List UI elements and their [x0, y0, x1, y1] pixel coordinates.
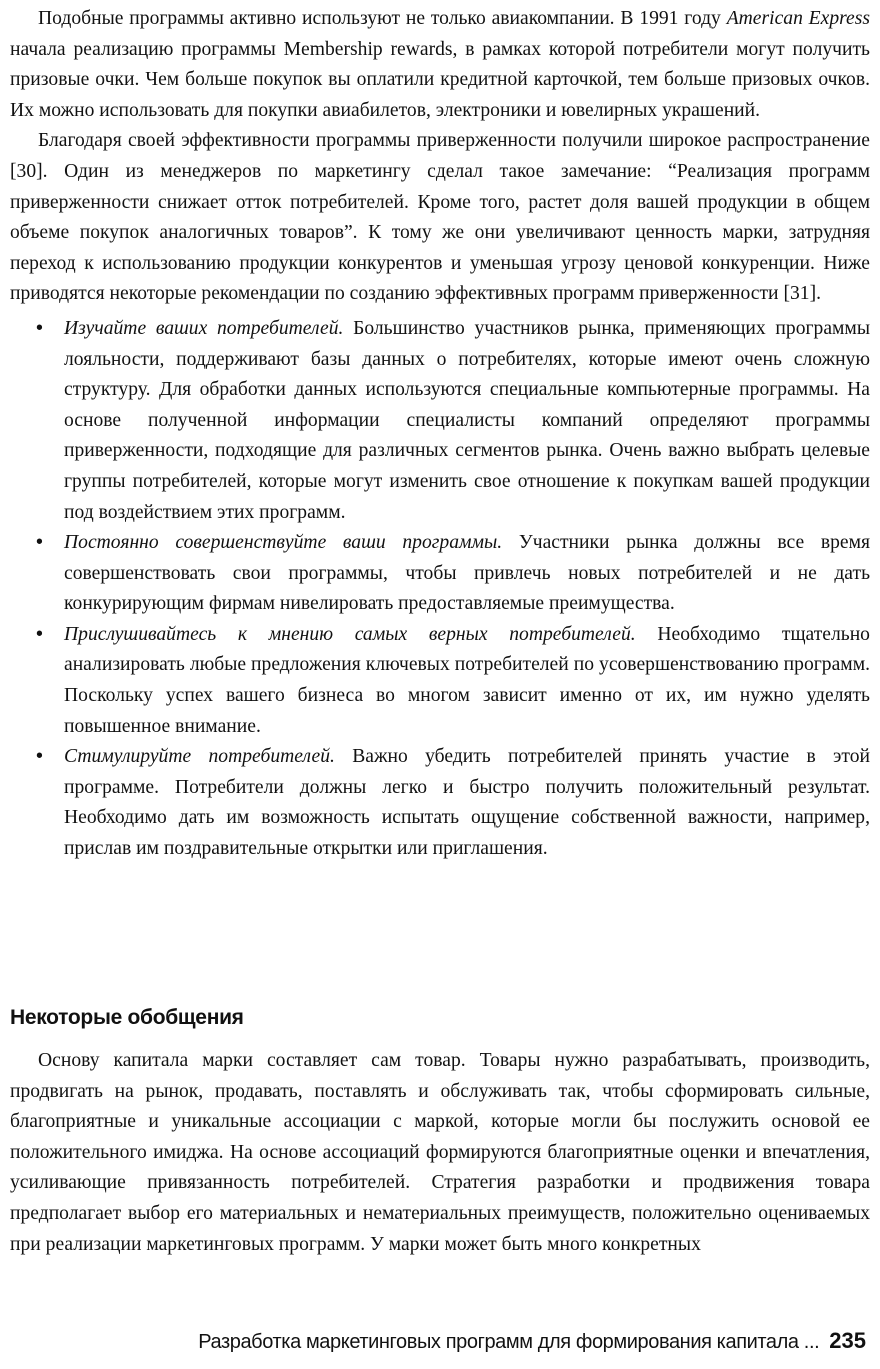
bullet-icon: • [36, 532, 43, 554]
list-item-lead: Изучайте ваших потребителей. [64, 317, 344, 339]
summary-text-block [10, 1046, 870, 1260]
page-footer [0, 1328, 866, 1354]
paragraph-american-express [10, 4, 870, 126]
bullet-icon: • [36, 746, 43, 768]
list-item-text: Большинство участников рынка, применяющих программы лояльности, поддерживают базы данных о потребителях, которые имеют очень сложную структуру. Для обработки данных используются специальные компьютерные программы. На основе полученной информации специалисты компаний определяют программы приверженности, подходящие для различных сегментов рынка. Очень важно выбрать целевые группы потребителей, которые могут изменить свое отношение к покупкам вашей продукции под воздействием этих программ. [64, 317, 870, 523]
main-text-block [10, 4, 870, 865]
bullet-icon: • [36, 623, 43, 645]
list-item [10, 528, 870, 620]
paragraph-text: начала реализацию программы Membership rewards, в рамках которой потребители могут получить призовые очки. Чем больше покупок вы оплатили кредитной карточкой, тем больше призовых очков. Их можно использовать для покупки авиабилетов, электроники и ювелирных украшений. [10, 38, 870, 121]
list-item-text: Важно убедить потребителей принять участие в этой программе. Потребители должны легко и быстро получить положительный результат. Необходимо дать им возможность испытать ощущение собственной важности, например, прислав им поздравительные открытки или приглашения. [64, 746, 871, 860]
list-item-text: Необходимо тщательно анализировать любые предложения ключевых потребителей по усовершенствованию программ. Поскольку успех вашего бизнеса во многом зависит именно от их, им нужно уделять повышенное внимание. [64, 623, 870, 737]
list-item-lead: Стимулируйте потребителей. [64, 746, 335, 768]
recommendations-list [10, 314, 870, 865]
running-title: Разработка маркетинговых программ для формирования капитала ... [198, 1331, 820, 1353]
list-item [10, 742, 870, 864]
section-heading: Некоторые обобщения [10, 1006, 244, 1029]
list-item [10, 620, 870, 742]
paragraph-brand-capital: Основу капитала марки составляет сам товар. Товары нужно разрабатывать, производить, продвигать на рынок, продавать, поставлять и обслуживать так, чтобы сформировать сильные, благоприятные и уникальные ассоциации с маркой, которые могли бы послужить основой ее положительного имиджа. На основе ассоциаций формируются благоприятные оценки и впечатления, усиливающие привязанность потребителей. Стратегия разработки и продвижения товара предполагает выбор его материальных и нематериальных преимуществ, положительно оцениваемых при реализации маркетинговых программ. У марки может быть много конкретных [10, 1050, 870, 1255]
paragraph-text: Благодаря своей эффективности программы приверженности получили широкое распространение [30]. Один из менеджеров по маркетингу сделал такое замечание: “Реализация программ приверженности снижает отток потребителей. Кроме того, растет доля вашей продукции в общем объеме покупок аналогичных товаров”. К тому же они увеличивают ценность марки, затрудняя переход к использованию продукции конкурентов и уменьшая угрозу ценовой конкуренции. Ниже приводятся некоторые рекомендации по созданию эффективных программ приверженности [31]. [10, 130, 870, 305]
page-number: 235 [829, 1328, 866, 1353]
paragraph-text: Подобные программы активно используют не только авиакомпании. В 1991 году [38, 8, 727, 29]
bullet-icon: • [36, 317, 43, 339]
paragraph-loyalty-programs [10, 126, 870, 310]
list-item-text: Участники рынка должны все время совершенствовать свои программы, чтобы привлечь новых потребителей и не дать конкурирующим фирмам нивелировать предоставляемые преимущества. [64, 532, 871, 615]
list-item [10, 314, 870, 528]
list-item-lead: Постоянно совершенствуйте ваши программы. [64, 532, 503, 554]
company-name-italic: American Express [726, 8, 870, 29]
list-item-lead: Прислушивайтесь к мнению самых верных потребителей. [64, 623, 636, 645]
